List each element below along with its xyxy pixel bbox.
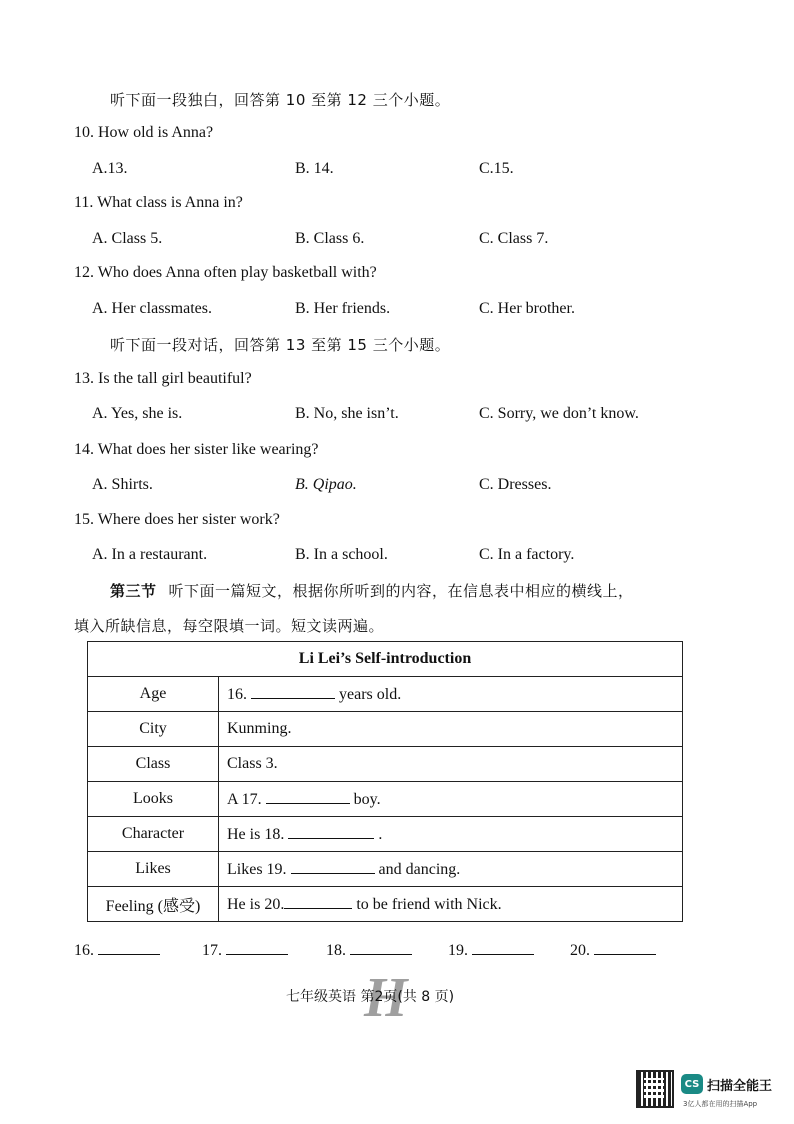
- answer-number: 19.: [448, 942, 468, 959]
- camscanner-logo-icon: CS: [681, 1074, 703, 1094]
- answer-blank-20[interactable]: [284, 894, 352, 909]
- row-label-class: Class: [88, 747, 219, 782]
- option-13a: A. Yes, she is.: [92, 405, 183, 422]
- row-suffix: boy.: [353, 791, 381, 808]
- answer-number: 18.: [326, 942, 346, 959]
- watermark-logo: H: [364, 967, 402, 1029]
- info-table: [87, 641, 683, 922]
- row-value-likes: [219, 852, 683, 887]
- section3-instruction-line2: 填入所缺信息，每空限填一词。短文读两遍。: [74, 617, 385, 635]
- row-label-character: Character: [88, 817, 219, 852]
- answer-number: 20.: [570, 942, 590, 959]
- qr-code-icon: [636, 1070, 674, 1108]
- question-14: 14. What does her sister like wearing?: [74, 441, 319, 458]
- answer-number: 17.: [202, 942, 222, 959]
- answer-slot-18: [326, 940, 412, 960]
- row-value-age: [219, 677, 683, 712]
- option-14c: C. Dresses.: [479, 476, 552, 493]
- answer-slot-19: [448, 940, 534, 960]
- row-label-likes: Likes: [88, 852, 219, 887]
- question-13: 13. Is the tall girl beautiful?: [74, 370, 252, 387]
- answer-field-18[interactable]: [350, 940, 412, 955]
- row-suffix: years old.: [339, 686, 402, 703]
- option-11b: B. Class 6.: [295, 230, 365, 247]
- section3-instruction-line1: [110, 580, 634, 601]
- answer-slot-17: [202, 940, 288, 960]
- row-suffix: and dancing.: [378, 861, 461, 878]
- row-value-class: [219, 747, 683, 782]
- option-10b: B. 14.: [295, 160, 334, 177]
- option-13c: C. Sorry, we don’t know.: [479, 405, 639, 422]
- scanner-app-name: 扫描全能王: [707, 1079, 773, 1094]
- row-prefix: Likes 19.: [227, 861, 287, 878]
- row-prefix: A 17.: [227, 791, 262, 808]
- option-12c: C. Her brother.: [479, 300, 575, 317]
- option-10a: A.13.: [92, 160, 128, 177]
- section-intro-dialogue: 听下面一段对话，回答第 13 至第 15 三个小题。: [110, 336, 451, 354]
- row-label-age: Age: [88, 677, 219, 712]
- row-label-looks: Looks: [88, 782, 219, 817]
- row-prefix: 16.: [227, 686, 247, 703]
- page-footer: 七年级英语 第2页(共 8 页): [286, 989, 455, 1005]
- table-row: [88, 712, 683, 747]
- answer-slot-20: [570, 940, 656, 960]
- option-14a: A. Shirts.: [92, 476, 153, 493]
- table-row: [88, 887, 683, 922]
- answer-blank-17[interactable]: [266, 789, 350, 804]
- table-row: [88, 852, 683, 887]
- option-13b: B. No, she isn’t.: [295, 405, 399, 422]
- option-11c: C. Class 7.: [479, 230, 549, 247]
- section3-heading: 第三节: [110, 582, 157, 600]
- row-value-looks: [219, 782, 683, 817]
- scanner-app-tagline: 3亿人都在用的扫描App: [683, 1100, 758, 1108]
- answer-field-20[interactable]: [594, 940, 656, 955]
- table-row: [88, 747, 683, 782]
- row-prefix: Class 3.: [227, 755, 278, 772]
- section3-instruction-text: 听下面一篇短文，根据你所听到的内容，在信息表中相应的横线上，: [168, 582, 634, 600]
- row-suffix: to be friend with Nick.: [356, 896, 502, 913]
- question-10: 10. How old is Anna?: [74, 124, 214, 141]
- row-value-character: [219, 817, 683, 852]
- option-15b: B. In a school.: [295, 546, 388, 563]
- answer-number: 16.: [74, 942, 94, 959]
- option-12a: A. Her classmates.: [92, 300, 212, 317]
- option-12b: B. Her friends.: [295, 300, 391, 317]
- row-prefix: He is 18.: [227, 826, 285, 843]
- row-label-feeling: Feeling (感受): [88, 887, 219, 922]
- answer-blank-18[interactable]: [288, 824, 374, 839]
- option-10c: C.15.: [479, 160, 514, 177]
- answer-field-17[interactable]: [226, 940, 288, 955]
- table-title-row: [88, 642, 683, 677]
- row-value-feeling: [219, 887, 683, 922]
- option-15a: A. In a restaurant.: [92, 546, 208, 563]
- table-title: Li Lei’s Self-introduction: [88, 642, 683, 677]
- table-row: [88, 677, 683, 712]
- question-12: 12. Who does Anna often play basketball with?: [74, 264, 377, 281]
- answer-line: [74, 940, 674, 962]
- answer-blank-16[interactable]: [251, 684, 335, 699]
- row-prefix: He is 20.: [227, 896, 285, 913]
- answer-blank-19[interactable]: [291, 859, 375, 874]
- question-15: 15. Where does her sister work?: [74, 511, 280, 528]
- row-prefix: Kunming.: [227, 720, 292, 737]
- option-15c: C. In a factory.: [479, 546, 575, 563]
- row-suffix: .: [378, 826, 383, 843]
- answer-slot-16: [74, 940, 160, 960]
- question-11: 11. What class is Anna in?: [74, 194, 243, 211]
- option-11a: A. Class 5.: [92, 230, 163, 247]
- row-value-city: [219, 712, 683, 747]
- answer-field-19[interactable]: [472, 940, 534, 955]
- answer-field-16[interactable]: [98, 940, 160, 955]
- option-14b: B. Qipao.: [295, 476, 357, 493]
- table-row: [88, 782, 683, 817]
- table-row: [88, 817, 683, 852]
- section-intro-monologue: 听下面一段独白，回答第 10 至第 12 三个小题。: [110, 91, 451, 109]
- row-label-city: City: [88, 712, 219, 747]
